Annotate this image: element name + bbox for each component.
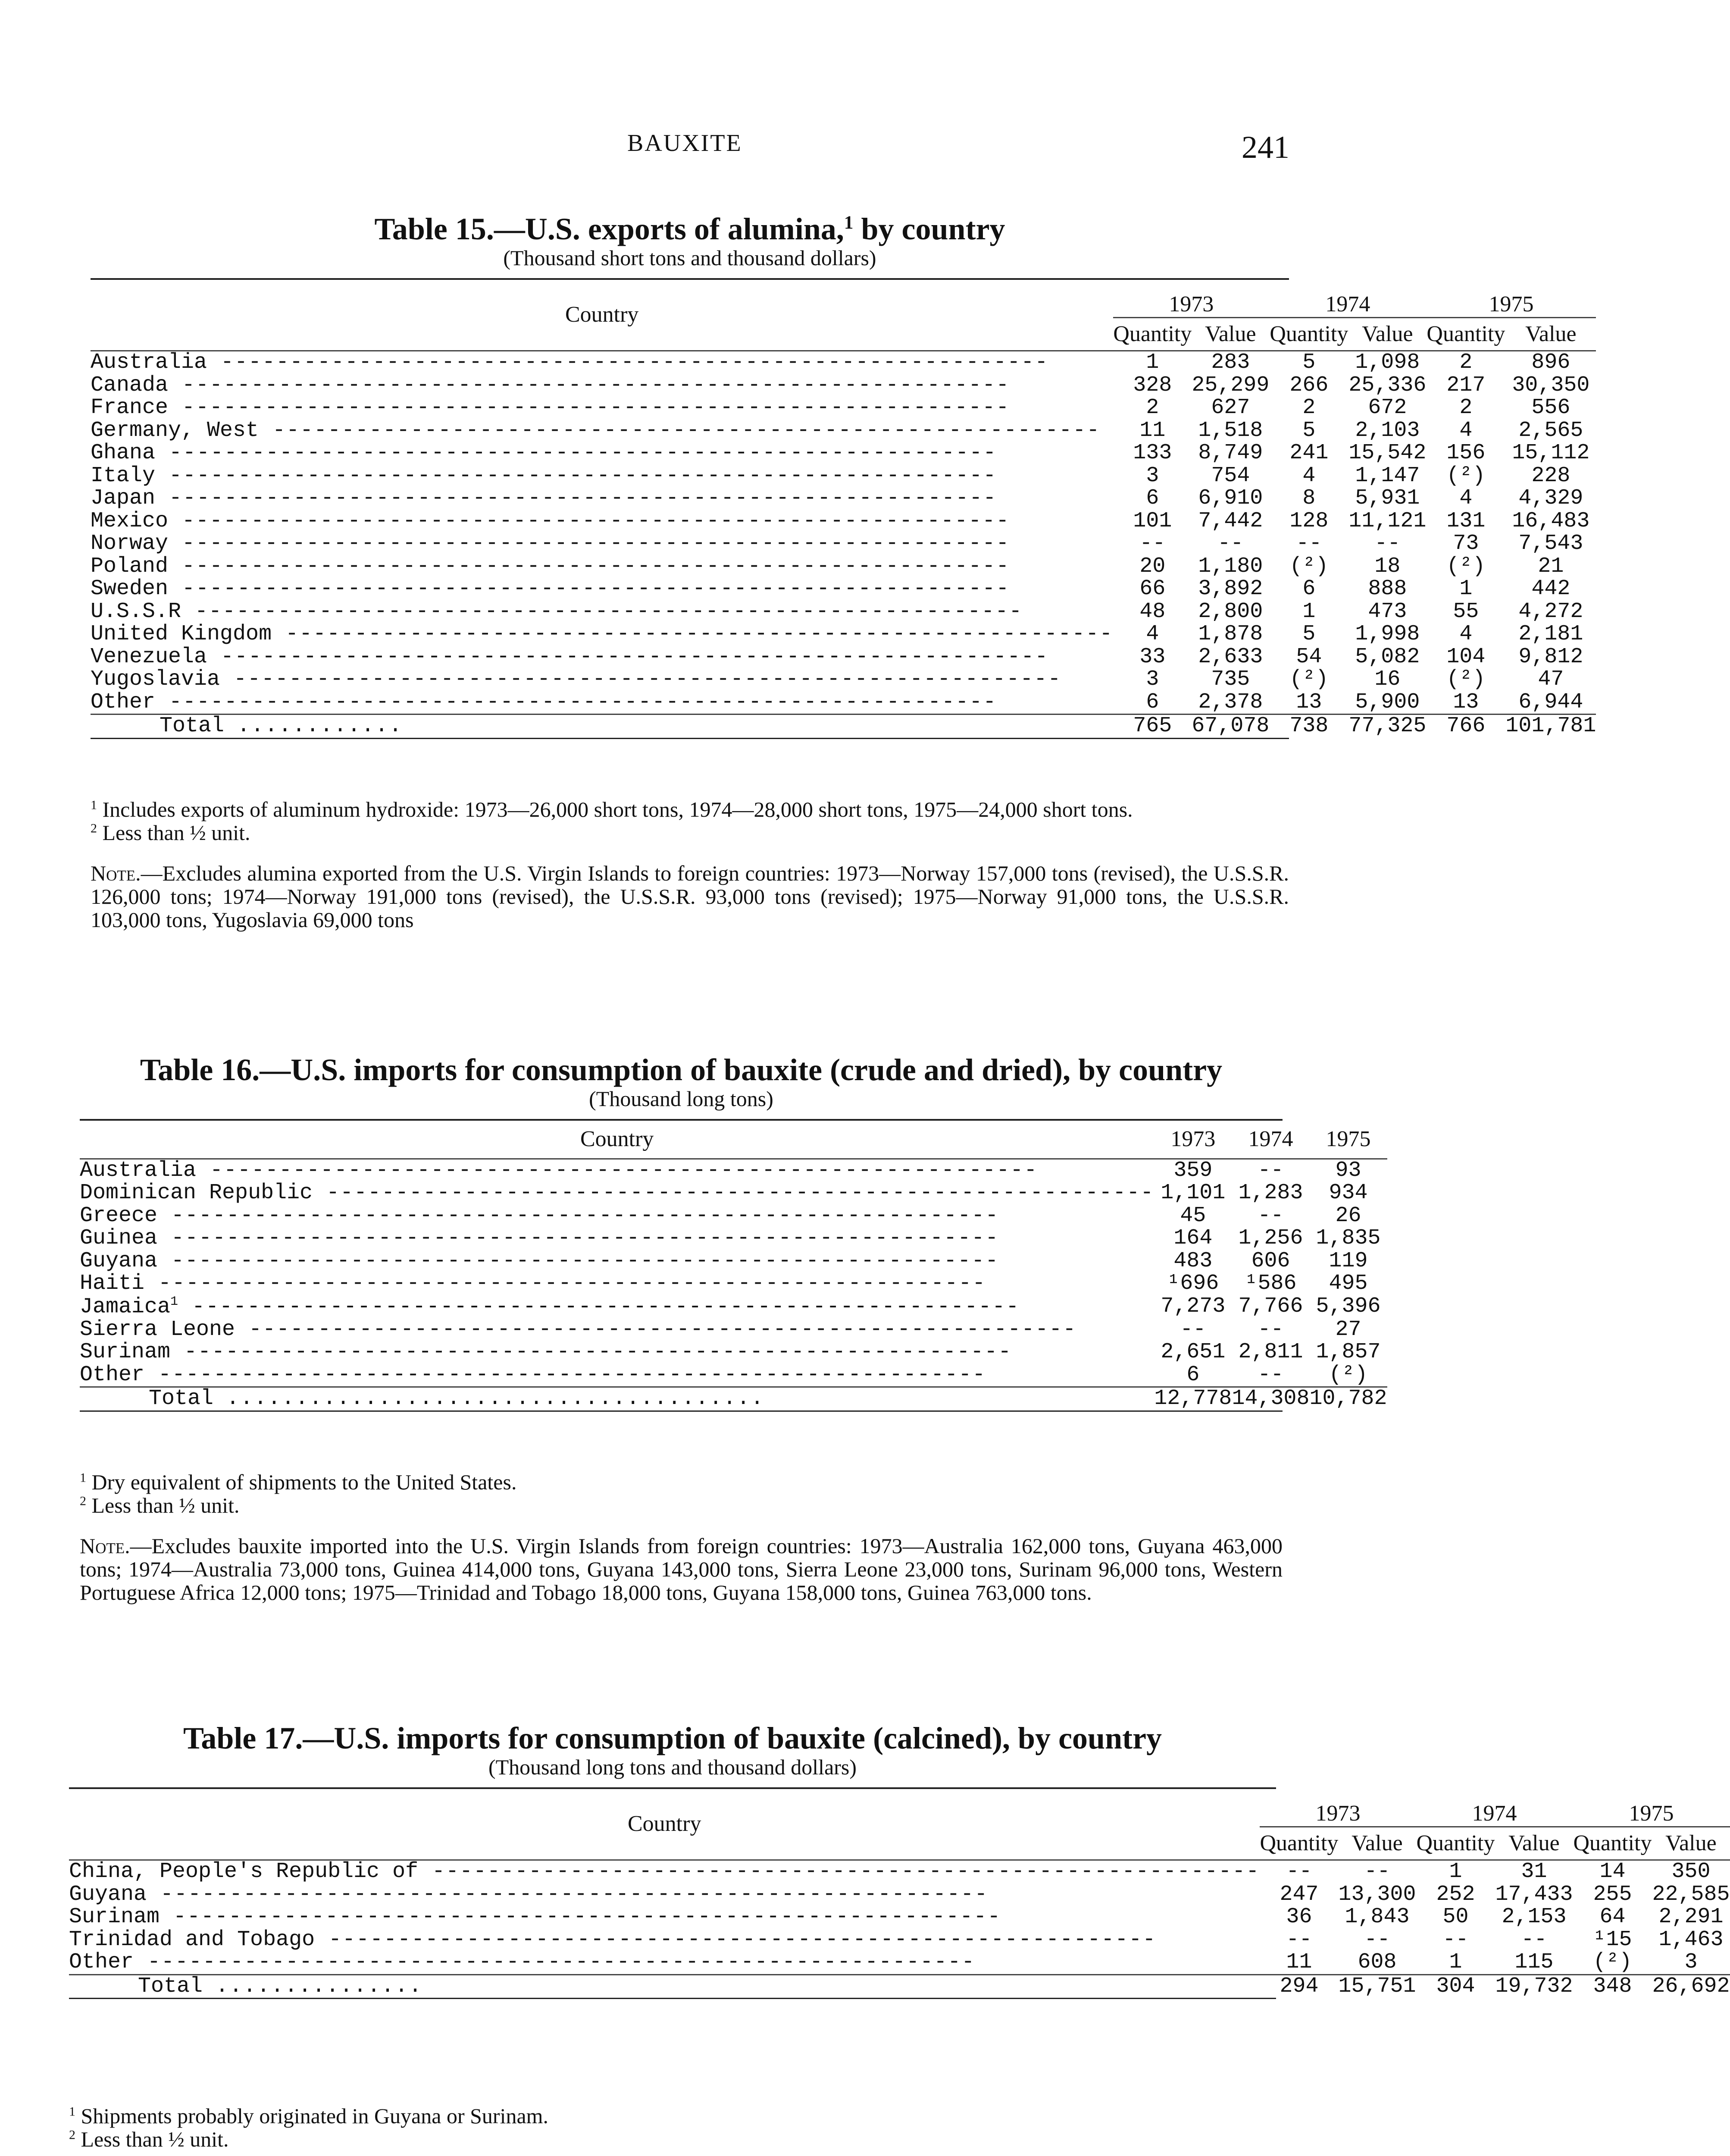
table-16-year-1975: 1975 [1326, 1127, 1371, 1151]
cell-q75: 13 [1453, 689, 1479, 714]
table-16-footnote-1: $^1$ Dry equivalent of shipments to the United States. [80, 1470, 517, 1494]
table-15-row [91, 578, 1596, 601]
cell-q74: (²) [1289, 554, 1329, 579]
country-name: Sweden ------------------------------------------------------------ [91, 577, 1010, 602]
cell-q74: -- [1296, 531, 1322, 556]
cell-y74: -- [1258, 1203, 1284, 1228]
cell-q75: (²) [1446, 554, 1486, 579]
table-16-row [80, 1272, 1387, 1295]
cell-v75: 47 [1538, 667, 1564, 692]
cell-y74: 2,811 [1238, 1340, 1303, 1365]
cell-y74: 1,256 [1238, 1226, 1303, 1251]
cell-v74: 18 [1374, 554, 1401, 579]
cell-v75: 896 [1531, 350, 1570, 375]
cell-q73: 11 [1139, 418, 1166, 443]
table-15-total-q73: 765 [1133, 714, 1172, 739]
table-15-quantity-header: Quantity [1426, 317, 1505, 351]
cell-v75: 2,291 [1658, 1905, 1724, 1930]
table-15-quantity-header: Quantity [1269, 317, 1348, 351]
cell-q75: 104 [1446, 644, 1486, 669]
table-16-grid [80, 1121, 1387, 1410]
cell-q74: 5 [1302, 622, 1316, 647]
cell-v75: 2,181 [1518, 622, 1583, 647]
cell-q73: 1 [1146, 350, 1159, 375]
cell-q73: 101 [1133, 508, 1172, 533]
country-name: Yugoslavia ------------------------------------------------------------ [91, 667, 1062, 692]
table-16-row [80, 1159, 1387, 1182]
country-name: Venezuela ------------------------------------------------------------ [91, 644, 1049, 669]
cell-v75: 4,329 [1518, 486, 1583, 511]
table-15-footnote-2: $^2$ Less than ½ unit. [91, 821, 250, 845]
country-name: Trinidad and Tobago ------------------------------------------------------------ [69, 1927, 1157, 1952]
table-16-footnote-2: $^2$ Less than ½ unit. [80, 1493, 240, 1517]
table-15-total-v74: 77,325 [1348, 714, 1427, 739]
cell-v75: 6,944 [1518, 689, 1583, 714]
table-15-row [91, 691, 1596, 714]
table-15-value-header: Value [1348, 317, 1426, 351]
cell-v73: 735 [1211, 667, 1250, 692]
cell-q73: 36 [1286, 1905, 1312, 1930]
cell-q73: 4 [1146, 622, 1159, 647]
cell-y75: 5,396 [1316, 1294, 1381, 1319]
country-name: Haiti ------------------------------------------------------------ [80, 1271, 986, 1296]
cell-v75: 1,463 [1658, 1927, 1724, 1952]
cell-q74: 1 [1449, 1950, 1462, 1975]
cell-q73: 133 [1133, 441, 1172, 466]
country-name: Jamaica$^1$ ------------------------------------------------------------ [80, 1294, 1020, 1319]
cell-v75: 4,272 [1518, 599, 1583, 624]
cell-v74: 1,098 [1355, 350, 1420, 375]
cell-q73: 48 [1139, 599, 1166, 624]
cell-q74: 8 [1302, 486, 1316, 511]
table-16-note: Note.—Excludes bauxite imported into the U.S. Virgin Islands from foreign countries: 1973—Australia 162,000 tons, Guyana 463,000 tons; 1974—Australia 73,000 tons, Guinea 414,000 tons, Guyana 143,000 tons, Sierra Leone 23,000 tons, Surinam 96,000 tons, Western Portuguese Africa 12,000 tons; 1975—Trinidad and Tobago 18,000 tons, Guyana 158,000 tons, Guinea 763,000 tons. [80, 1534, 1283, 1604]
cell-y73: 45 [1180, 1203, 1206, 1228]
cell-v75: 16,483 [1512, 508, 1590, 533]
cell-q73: -- [1286, 1859, 1312, 1884]
table-15 [91, 211, 1596, 739]
table-17-year-1974: 1974 [1472, 1801, 1517, 1826]
table-17-footnote-2: $^2$ Less than ½ unit. [69, 2127, 229, 2151]
cell-v74: 1,147 [1355, 463, 1420, 488]
cell-y73: -- [1180, 1317, 1206, 1342]
table-15-row [91, 374, 1596, 397]
cell-q75: 217 [1446, 373, 1486, 398]
cell-v74: 31 [1521, 1859, 1547, 1884]
table-15-total-v75: 101,781 [1505, 714, 1596, 739]
country-name: Norway ------------------------------------------------------------ [91, 531, 1010, 556]
table-16-notes [80, 1470, 1283, 1604]
table-15-row [91, 623, 1596, 646]
cell-y73: 483 [1173, 1248, 1213, 1273]
cell-v74: 25,336 [1348, 373, 1427, 398]
cell-y73: 359 [1173, 1158, 1213, 1183]
cell-v73: 1,843 [1345, 1905, 1410, 1930]
table-16-row [80, 1295, 1387, 1319]
table-17-title: Table 17.—U.S. imports for consumption of bauxite (calcined), by country [183, 1721, 1162, 1755]
table-17-total-q73: 294 [1280, 1974, 1319, 1999]
cell-v73: 6,910 [1198, 486, 1263, 511]
cell-q73: 328 [1133, 373, 1172, 398]
table-17-grid [69, 1789, 1730, 1998]
cell-q74: 5 [1302, 418, 1316, 443]
cell-q73: 3 [1146, 463, 1159, 488]
cell-q73: 6 [1146, 486, 1159, 511]
table-17-total-v74: 19,732 [1495, 1974, 1573, 1999]
table-16-total-label: Total ....................................... [149, 1386, 765, 1411]
cell-q73: 11 [1286, 1950, 1312, 1975]
table-16-row [80, 1364, 1387, 1387]
table-17-notes [69, 2104, 1276, 2151]
cell-y73: 164 [1173, 1226, 1213, 1251]
cell-v74: 5,082 [1355, 644, 1420, 669]
cell-v75: 556 [1531, 395, 1570, 420]
table-16 [80, 1052, 1387, 1412]
country-name: Guyana ------------------------------------------------------------ [80, 1248, 999, 1273]
table-15-row [91, 533, 1596, 555]
table-15-row [91, 420, 1596, 442]
cell-v75: 15,112 [1512, 441, 1590, 466]
cell-y75: 26 [1335, 1203, 1361, 1228]
cell-v73: 754 [1211, 463, 1250, 488]
country-name: Poland ------------------------------------------------------------ [91, 554, 1010, 579]
table-17-body [69, 1860, 1730, 1975]
cell-v75: 21 [1538, 554, 1564, 579]
table-15-row [91, 510, 1596, 533]
country-name: Mexico ------------------------------------------------------------ [91, 508, 1010, 533]
cell-v74: 2,153 [1502, 1905, 1567, 1930]
table-17-row [69, 1883, 1730, 1906]
table-17-quantity-header: Quantity [1260, 1827, 1338, 1860]
cell-v73: 3,892 [1198, 577, 1263, 602]
cell-y75: 495 [1329, 1271, 1368, 1296]
cell-q73: 20 [1139, 554, 1166, 579]
table-17-country-header: Country [628, 1811, 701, 1836]
cell-v75: 350 [1671, 1859, 1711, 1884]
cell-q74: 128 [1289, 508, 1329, 533]
page-number: 241 [1242, 130, 1289, 165]
cell-q73: -- [1139, 531, 1166, 556]
cell-v74: 15,542 [1348, 441, 1427, 466]
table-17-value-header: Value [1652, 1827, 1730, 1860]
cell-q73: 33 [1139, 644, 1166, 669]
table-15-notes [91, 798, 1289, 931]
country-name: France ------------------------------------------------------------ [91, 395, 1010, 420]
country-name: Ghana ------------------------------------------------------------ [91, 441, 997, 466]
country-name: Japan ------------------------------------------------------------ [91, 486, 997, 511]
cell-y75: 27 [1335, 1317, 1361, 1342]
table-15-subtitle: (Thousand short tons and thousand dollars) [503, 246, 876, 270]
cell-q74: 5 [1302, 350, 1316, 375]
cell-v75: 9,812 [1518, 644, 1583, 669]
cell-v75: 442 [1531, 577, 1570, 602]
cell-q74: 2 [1302, 395, 1316, 420]
cell-v75: 3 [1684, 1950, 1698, 1975]
table-16-total-row [80, 1387, 1387, 1410]
cell-y74: -- [1258, 1317, 1284, 1342]
cell-q75: 4 [1459, 418, 1473, 443]
table-15-grid [91, 280, 1596, 738]
country-name: China, People's Republic of ------------------------------------------------------------ [69, 1859, 1260, 1884]
table-15-title: Table 15.—U.S. exports of alumina,$^1$ by country [374, 212, 1005, 246]
table-17-quantity-header: Quantity [1573, 1827, 1652, 1860]
cell-y74: ¹586 [1245, 1271, 1297, 1296]
table-16-row [80, 1182, 1387, 1205]
cell-v73: 283 [1211, 350, 1250, 375]
table-16-row [80, 1341, 1387, 1364]
table-17-row [69, 1906, 1730, 1929]
cell-q75: 2 [1459, 395, 1473, 420]
cell-y75: 1,857 [1316, 1340, 1381, 1365]
cell-v75: 7,543 [1518, 531, 1583, 556]
country-name: Other ------------------------------------------------------------ [91, 689, 997, 714]
table-16-year-1973: 1973 [1170, 1127, 1216, 1151]
table-15-year-1975: 1975 [1489, 292, 1534, 317]
table-16-total-1974: 14,308 [1232, 1386, 1310, 1411]
table-16-row [80, 1250, 1387, 1273]
cell-v75: 228 [1531, 463, 1570, 488]
cell-y75: 119 [1329, 1248, 1368, 1273]
table-17-total-q75: 348 [1593, 1974, 1632, 1999]
cell-q74: 266 [1289, 373, 1329, 398]
cell-q74: (²) [1289, 667, 1329, 692]
country-name: Sierra Leone ------------------------------------------------------------ [80, 1317, 1077, 1342]
cell-q75: (²) [1446, 463, 1486, 488]
cell-q75: (²) [1593, 1950, 1632, 1975]
table-17-footnote-1: $^1$ Shipments probably originated in Guyana or Surinam. [69, 2104, 549, 2128]
table-17-value-header: Value [1338, 1827, 1416, 1860]
cell-q74: 241 [1289, 441, 1329, 466]
cell-y75: (²) [1329, 1362, 1368, 1387]
table-15-year-1974: 1974 [1325, 292, 1370, 317]
table-15-total-q75: 766 [1446, 714, 1486, 739]
cell-y74: 606 [1251, 1248, 1290, 1273]
cell-q75: 255 [1593, 1882, 1632, 1907]
country-name: Australia ------------------------------------------------------------ [80, 1158, 1038, 1183]
cell-q75: 64 [1599, 1905, 1626, 1930]
table-17-total-row [69, 1974, 1730, 1998]
cell-q74: 252 [1436, 1882, 1475, 1907]
cell-v73: 1,518 [1198, 418, 1263, 443]
cell-q75: (²) [1446, 667, 1486, 692]
cell-y74: 7,766 [1238, 1294, 1303, 1319]
table-15-body [91, 351, 1596, 714]
country-name: Greece ------------------------------------------------------------ [80, 1203, 999, 1228]
cell-q74: 50 [1442, 1905, 1469, 1930]
table-15-row [91, 465, 1596, 488]
cell-v74: 16 [1374, 667, 1401, 692]
cell-q74: 1 [1449, 1859, 1462, 1884]
table-15-row [91, 442, 1596, 465]
country-name: U.S.S.R ------------------------------------------------------------ [91, 599, 1023, 624]
table-15-total-label: Total ............ [160, 714, 403, 739]
table-17-year-1973: 1973 [1315, 1801, 1361, 1826]
table-15-country-header: Country [565, 302, 639, 327]
cell-v74: 115 [1514, 1950, 1554, 1975]
cell-v74: 5,900 [1355, 689, 1420, 714]
cell-q75: 156 [1446, 441, 1486, 466]
cell-q74: -- [1442, 1927, 1469, 1952]
cell-v73: 25,299 [1192, 373, 1270, 398]
cell-v74: -- [1521, 1927, 1547, 1952]
country-name: Dominican Republic ------------------------------------------------------------ [80, 1181, 1154, 1206]
country-name: Other ------------------------------------------------------------ [69, 1950, 976, 1975]
cell-q75: 1 [1459, 577, 1473, 602]
table-17-quantity-header: Quantity [1416, 1827, 1495, 1860]
cell-v74: 888 [1368, 577, 1407, 602]
cell-v74: 672 [1368, 395, 1407, 420]
cell-q75: 4 [1459, 486, 1473, 511]
cell-q75: 4 [1459, 622, 1473, 647]
cell-y75: 93 [1335, 1158, 1361, 1183]
cell-v73: -- [1364, 1859, 1390, 1884]
table-15-value-header: Value [1505, 317, 1596, 351]
cell-y73: 6 [1186, 1362, 1200, 1387]
cell-y74: -- [1258, 1158, 1284, 1183]
cell-v74: -- [1374, 531, 1401, 556]
cell-v75: 2,565 [1518, 418, 1583, 443]
table-16-body [80, 1159, 1387, 1387]
table-17 [69, 1720, 1730, 1999]
cell-v73: -- [1217, 531, 1244, 556]
cell-v73: 13,300 [1338, 1882, 1416, 1907]
cell-v73: 2,378 [1198, 689, 1263, 714]
table-15-row [91, 351, 1596, 374]
cell-v73: 627 [1211, 395, 1250, 420]
cell-q73: 3 [1146, 667, 1159, 692]
cell-v73: 2,800 [1198, 599, 1263, 624]
country-name: Guyana ------------------------------------------------------------ [69, 1882, 989, 1907]
cell-q75: 55 [1453, 599, 1479, 624]
cell-v75: 30,350 [1512, 373, 1590, 398]
table-16-row [80, 1205, 1387, 1228]
country-name: Other ------------------------------------------------------------ [80, 1362, 986, 1387]
country-name: Germany, West ------------------------------------------------------------ [91, 418, 1101, 443]
cell-v74: 2,103 [1355, 418, 1420, 443]
cell-q75: ¹15 [1593, 1927, 1632, 1952]
table-15-total-q74: 738 [1289, 714, 1329, 739]
cell-q74: 1 [1302, 599, 1316, 624]
cell-y74: -- [1258, 1362, 1284, 1387]
cell-q73: 2 [1146, 395, 1159, 420]
cell-v73: -- [1364, 1927, 1390, 1952]
table-16-row [80, 1227, 1387, 1250]
cell-v74: 5,931 [1355, 486, 1420, 511]
country-name: Canada ------------------------------------------------------------ [91, 373, 1010, 398]
cell-y73: ¹696 [1167, 1271, 1219, 1296]
country-name: Guinea ------------------------------------------------------------ [80, 1226, 999, 1251]
table-16-year-1974: 1974 [1248, 1127, 1293, 1151]
cell-q74: 54 [1296, 644, 1322, 669]
table-16-title: Table 16.—U.S. imports for consumption of bauxite (crude and dried), by country [140, 1053, 1223, 1087]
table-17-year-1975: 1975 [1629, 1801, 1674, 1826]
table-15-row [91, 646, 1596, 669]
table-16-subtitle: (Thousand long tons) [589, 1087, 773, 1111]
table-17-row [69, 1860, 1730, 1883]
cell-y74: 1,283 [1238, 1181, 1303, 1206]
cell-q75: 14 [1599, 1859, 1626, 1884]
table-16-country-header: Country [580, 1127, 654, 1151]
table-15-year-1973: 1973 [1169, 292, 1214, 317]
cell-y73: 1,101 [1161, 1181, 1226, 1206]
cell-v73: 2,633 [1198, 644, 1263, 669]
table-17-total-v75: 26,692 [1652, 1974, 1730, 1999]
table-17-total-label: Total ............... [138, 1974, 423, 1999]
cell-v73: 1,878 [1198, 622, 1263, 647]
table-15-row [91, 487, 1596, 510]
table-15-note: Note.—Excludes alumina exported from the U.S. Virgin Islands to foreign countries: 1973—Norway 157,000 tons (revised), the U.S.S.R. 126,000 tons; 1974—Norway 191,000 tons (revised), the U.S.S.R. 93,000 tons (revised); 1975—Norway 91,000 tons, the U.S.S.R. 103,000 tons, Yugoslavia 69,000 tons [91, 861, 1289, 932]
country-name: United Kingdom ------------------------------------------------------------ [91, 622, 1114, 647]
cell-v73: 8,749 [1198, 441, 1263, 466]
country-name: Italy ------------------------------------------------------------ [91, 463, 997, 488]
cell-y75: 1,835 [1316, 1226, 1381, 1251]
running-header-title: BAUXITE [627, 130, 742, 157]
cell-v74: 11,121 [1348, 508, 1427, 533]
table-15-row [91, 397, 1596, 420]
cell-y73: 2,651 [1161, 1340, 1226, 1365]
cell-q74: 6 [1302, 577, 1316, 602]
table-15-total-v73: 67,078 [1192, 714, 1270, 739]
table-15-row [91, 555, 1596, 578]
cell-v73: 7,442 [1198, 508, 1263, 533]
table-17-total-q74: 304 [1436, 1974, 1475, 1999]
table-15-total-row [91, 714, 1596, 738]
country-name: Surinam ------------------------------------------------------------ [69, 1905, 1001, 1930]
cell-v75: 22,585 [1652, 1882, 1730, 1907]
table-15-value-header: Value [1192, 317, 1269, 351]
cell-y75: 934 [1329, 1181, 1368, 1206]
table-16-total-1973: 12,778 [1154, 1386, 1232, 1411]
cell-q73: 6 [1146, 689, 1159, 714]
cell-q75: 131 [1446, 508, 1486, 533]
table-17-total-v73: 15,751 [1338, 1974, 1416, 1999]
cell-v74: 1,998 [1355, 622, 1420, 647]
table-16-row [80, 1319, 1387, 1341]
table-16-total-1975: 10,782 [1309, 1386, 1387, 1411]
table-15-quantity-header: Quantity [1113, 317, 1192, 351]
cell-q75: 2 [1459, 350, 1473, 375]
country-name: Australia ------------------------------------------------------------ [91, 350, 1049, 375]
cell-q74: 4 [1302, 463, 1316, 488]
cell-q73: -- [1286, 1927, 1312, 1952]
cell-q74: 13 [1296, 689, 1322, 714]
cell-q75: 73 [1453, 531, 1479, 556]
cell-y73: 7,273 [1161, 1294, 1226, 1319]
cell-v74: 17,433 [1495, 1882, 1573, 1907]
table-15-footnote-1: $^1$ Includes exports of aluminum hydroxide: 1973—26,000 short tons, 1974—28,000 short tons, 1975—24,000 short tons. [91, 797, 1133, 821]
country-name: Surinam ------------------------------------------------------------ [80, 1340, 1012, 1365]
table-17-row [69, 1951, 1730, 1974]
cell-q73: 66 [1139, 577, 1166, 602]
table-17-subtitle: (Thousand long tons and thousand dollars) [488, 1755, 857, 1779]
cell-v73: 608 [1358, 1950, 1397, 1975]
table-17-value-header: Value [1495, 1827, 1573, 1860]
table-15-row [91, 601, 1596, 624]
cell-v74: 473 [1368, 599, 1407, 624]
cell-v73: 1,180 [1198, 554, 1263, 579]
table-17-row [69, 1929, 1730, 1952]
cell-q73: 247 [1280, 1882, 1319, 1907]
table-15-row [91, 668, 1596, 691]
